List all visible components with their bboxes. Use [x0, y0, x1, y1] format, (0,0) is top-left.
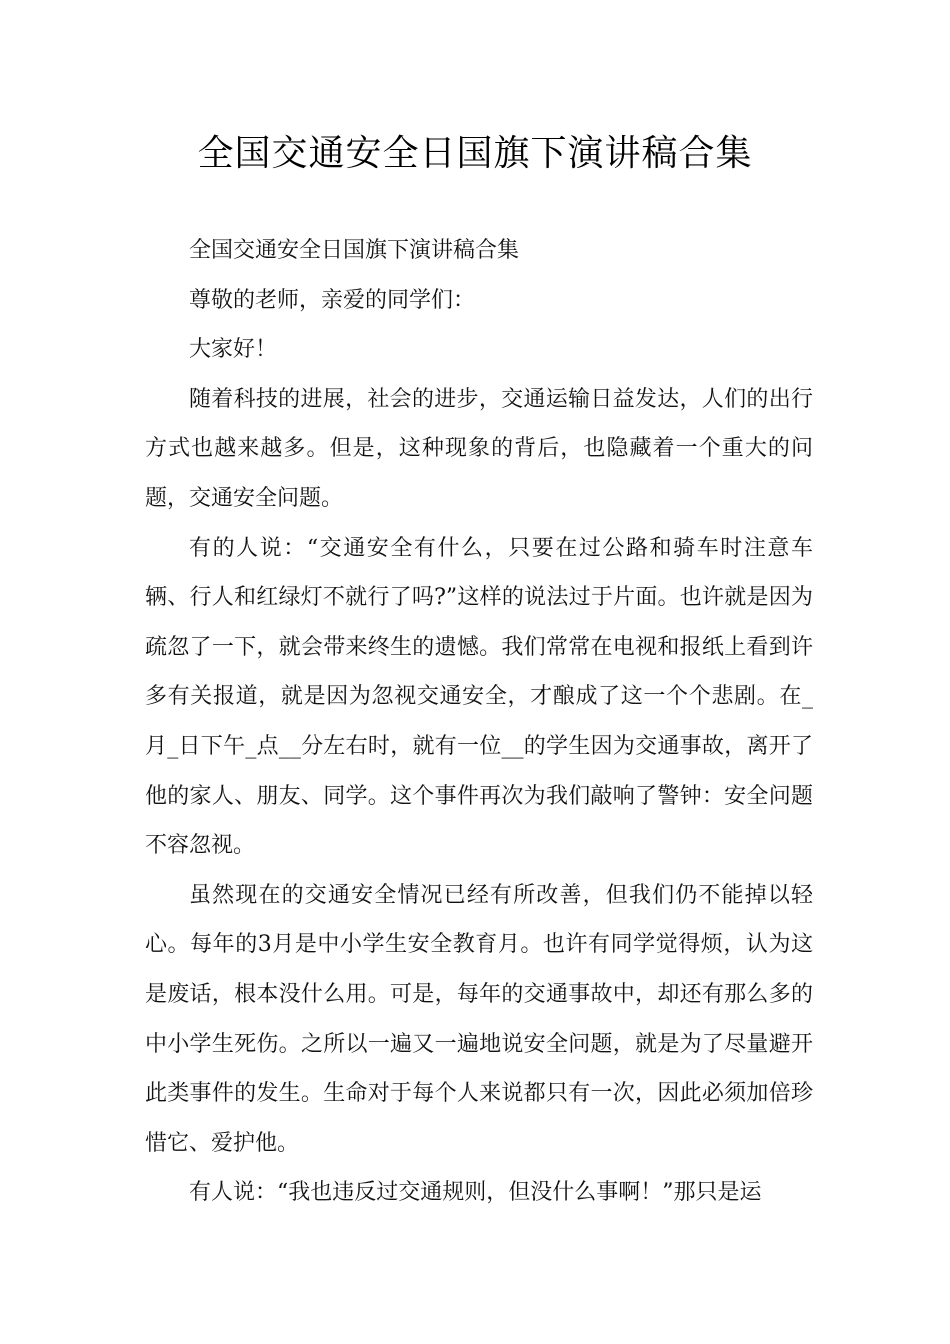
paragraph-salutation: 尊敬的老师，亲爱的同学们：: [189, 287, 476, 313]
document-body: [145, 226, 813, 1218]
paragraph-continued: 有人说：“我也违反过交通规则，但没什么事啊！”那只是运: [189, 1180, 762, 1206]
paragraph-situation: 虽然现在的交通安全情况已经有所改善，但我们仍不能掉以轻心。每年的3月是中小学生安全教育月。也许有同学觉得烦，认为这是废话，根本没什么用。可是，每年的交通事故中，却还有那么多的中小学生死伤。之所以一遍又一遍地说安全问题，就是为了尽量避开此类事件的发生。生命对于每个人来说都只有一次，因此必须加倍珍惜它、爱护他。: [145, 882, 813, 1156]
paragraph-intro: 随着科技的进展，社会的进步，交通运输日益发达，人们的出行方式也越来越多。但是，这种现象的背后，也隐藏着一个重大的问题，交通安全问题。: [145, 386, 813, 511]
paragraph-opinion: 有的人说：“交通安全有什么，只要在过公路和骑车时注意车辆、行人和红绿灯不就行了吗?”这样的说法过于片面。也许就是因为疏忽了一下，就会带来终生的遗憾。我们常常在电视和报纸上看到许多有关报道，就是因为忽视交通安全，才酿成了这一个个悲剧。在_月_日下午_点__分左右时，就有一位__的学生因为交通事故，离开了他的家人、朋友、同学。这个事件再次为我们敲响了警钟：安全问题不容忽视。: [145, 535, 813, 859]
paragraph-greeting: 大家好！: [189, 337, 278, 363]
document-title: 全国交通安全日国旗下演讲稿合集: [197, 133, 753, 174]
paragraph-subtitle: 全国交通安全日国旗下演讲稿合集: [189, 238, 520, 263]
